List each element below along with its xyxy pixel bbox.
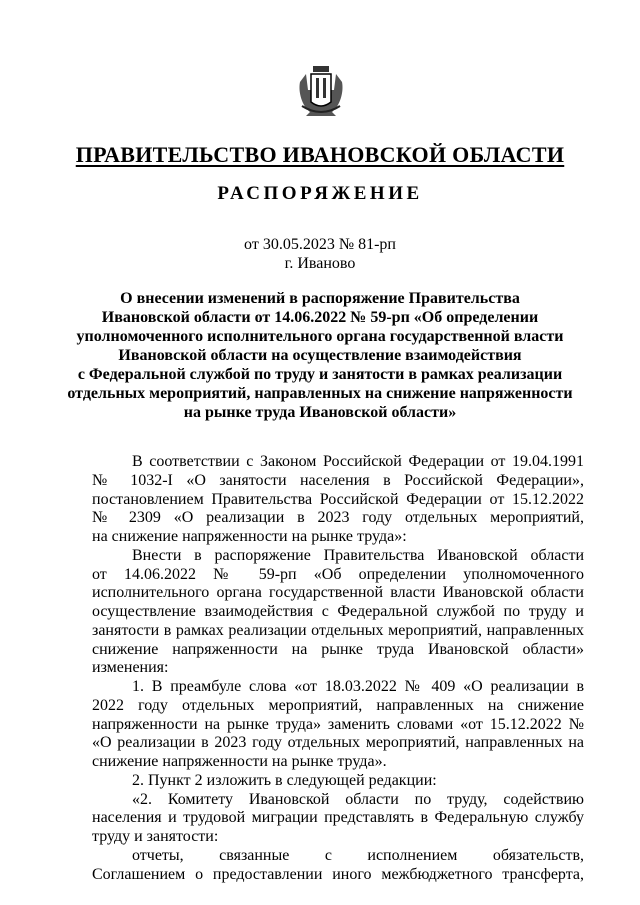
body-line: отчеты, связанные с исполнением обязательств, [132,846,584,864]
body-line: изменения: [92,659,169,677]
document-body [92,453,584,884]
subject-line: Ивановской области от 14.06.2022 № 59-рп «Об определении [101,309,539,326]
body-line: исполнительного органа государственной власти Ивановской области [92,584,584,602]
body-line: «О реализации в 2023 году отдельных мероприятий, направленных на [92,734,584,752]
subject-line: уполномоченного исполнительного органа государственной власти [76,328,564,345]
subject-line: Ивановской области на осуществление взаимодействия [118,347,522,364]
subject-line: отдельных мероприятий, направленных на снижение напряженности [67,385,573,402]
body-line: В соответствии с Законом Российской Федерации от 19.04.1991 [132,453,584,470]
body-line: № 1032-I «О занятости населения в Российской Федерации», [92,471,584,489]
document-date-number: от 30.05.2023 № 81-рп [244,236,396,253]
body-line: на снижение напряженности на рынке труда»: [92,528,407,545]
body-line: Соглашением о предоставлении иного межбюджетного трансферта, [92,865,584,883]
body-line: населения и трудовой миграции представлять в Федеральную службу [92,809,584,827]
subject-line: с Федеральной службой по труду и занятости в рамках реализации [77,366,563,383]
document-type: РАСПОРЯЖЕНИЕ [217,183,423,204]
document-subject [0,289,640,422]
body-line: № 2309 «О реализации в 2023 году отдельных мероприятий, [92,509,584,527]
body-line: 1. В преамбуле слова «от 18.03.2022 № 409 «О реализации в [132,678,584,695]
coat-of-arms-emblem [296,62,346,118]
body-line: 2022 году отдельных мероприятий, направленных на снижение [92,696,584,714]
subject-line: на рынке труда Ивановской области» [183,404,457,421]
body-line: занятости в рамках реализации отдельных мероприятий, направленных [92,621,584,639]
body-line: 2. Пункт 2 изложить в следующей редакции: [132,771,437,789]
body-line: снижение напряженности на рынке труда Ивановской области» [92,640,584,658]
subject-line: О внесении изменений в распоряжение Правительства [120,290,520,307]
body-line: напряженности на рынке труда» заменить словами «от 15.12.2022 № [92,715,584,733]
document-city: г. Иваново [284,255,356,272]
body-line: труду и занятости: [92,828,219,845]
body-line: Внести в распоряжение Правительства Ивановской области [132,546,584,564]
body-line: снижение напряженности на рынке труда». [92,753,387,770]
body-line: «2. Комитету Ивановской области по труду, содействию [132,790,584,808]
body-line: от 14.06.2022 № 59-рп «Об определении уполномоченного [92,565,584,583]
body-line: осуществление взаимодействия с Федеральной службой по труду и [92,603,584,620]
government-name: ПРАВИТЕЛЬСТВО ИВАНОВСКОЙ ОБЛАСТИ [75,142,565,167]
body-line: постановлением Правительства Российской Федерации от 15.12.2022 [92,490,584,508]
